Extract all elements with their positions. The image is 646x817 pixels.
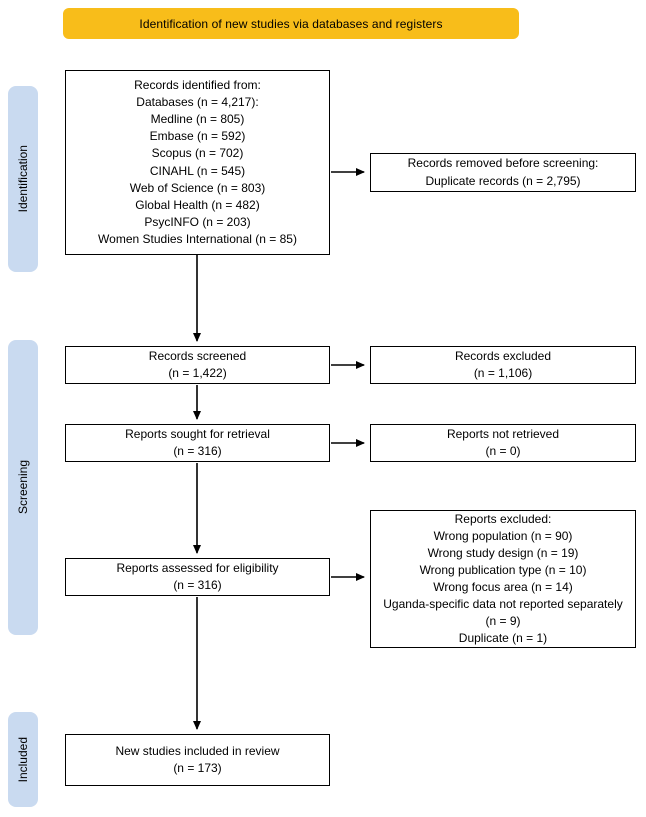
box-new-studies-included (65, 734, 330, 786)
box-records-screened (65, 346, 330, 384)
stage-label-screening (8, 340, 38, 635)
text-line: Web of Science (n = 803) (129, 180, 266, 195)
text-line: Medline (n = 805) (150, 112, 245, 127)
text-line: New studies included in review (115, 743, 280, 758)
text-line: (n = 1,106) (473, 366, 533, 380)
stage-label-identification (8, 86, 38, 272)
box-reports-assessed (65, 558, 330, 596)
box-reports-not-retrieved (370, 424, 636, 462)
text-line: Wrong focus area (n = 14) (433, 580, 573, 594)
stage-text: Screening (16, 460, 30, 515)
text-line: (n = 316) (173, 578, 222, 592)
text-line: Embase (n = 592) (149, 129, 246, 144)
text-line: Wrong population (n = 90) (433, 528, 573, 543)
text-line: Records screened (148, 348, 247, 363)
text-line: Wrong publication type (n = 10) (419, 562, 587, 577)
text-line: Reports excluded: (454, 511, 552, 526)
text-line: (n = 1,422) (168, 366, 227, 380)
text-line: Reports sought for retrieval (125, 426, 270, 441)
text-line: Reports assessed for eligibility (116, 560, 279, 575)
stage-label-included (8, 712, 38, 807)
text-line: (n = 316) (173, 444, 222, 458)
box-reports-sought (65, 424, 330, 462)
text-line: CINAHL (n = 545) (149, 163, 246, 178)
text-line: Reports not retrieved (446, 426, 560, 441)
banner (63, 8, 519, 39)
text-line: Wrong study design (n = 19) (427, 545, 579, 560)
text-line: Databases (n = 4,217): (136, 95, 259, 110)
text-line: Duplicate (n = 1) (458, 631, 548, 646)
stage-text: Included (16, 736, 30, 783)
text-line: Scopus (n = 702) (151, 146, 244, 161)
text-line: Women Studies International (n = 85) (98, 231, 297, 246)
box-records-identified (65, 70, 330, 255)
text-line: (n = 0) (485, 444, 521, 458)
box-records-excluded (370, 346, 636, 384)
text-line: Uganda-specific data not reported separately (n = 9) (383, 597, 623, 629)
text-line: Global Health (n = 482) (135, 197, 260, 212)
box-reports-excluded (370, 510, 636, 648)
text-line: Records identified from: (134, 78, 261, 93)
text-line: Duplicate records (n = 2,795) (425, 173, 581, 188)
text-line: (n = 173) (173, 761, 222, 775)
text-line: PsycINFO (n = 203) (144, 214, 251, 229)
stage-text: Identification (16, 145, 30, 213)
box-records-removed (370, 153, 636, 192)
text-line: Records excluded (454, 348, 552, 363)
banner-label: Identification of new studies via databases and registers (139, 16, 443, 31)
text-line: Records removed before screening: (407, 156, 599, 171)
